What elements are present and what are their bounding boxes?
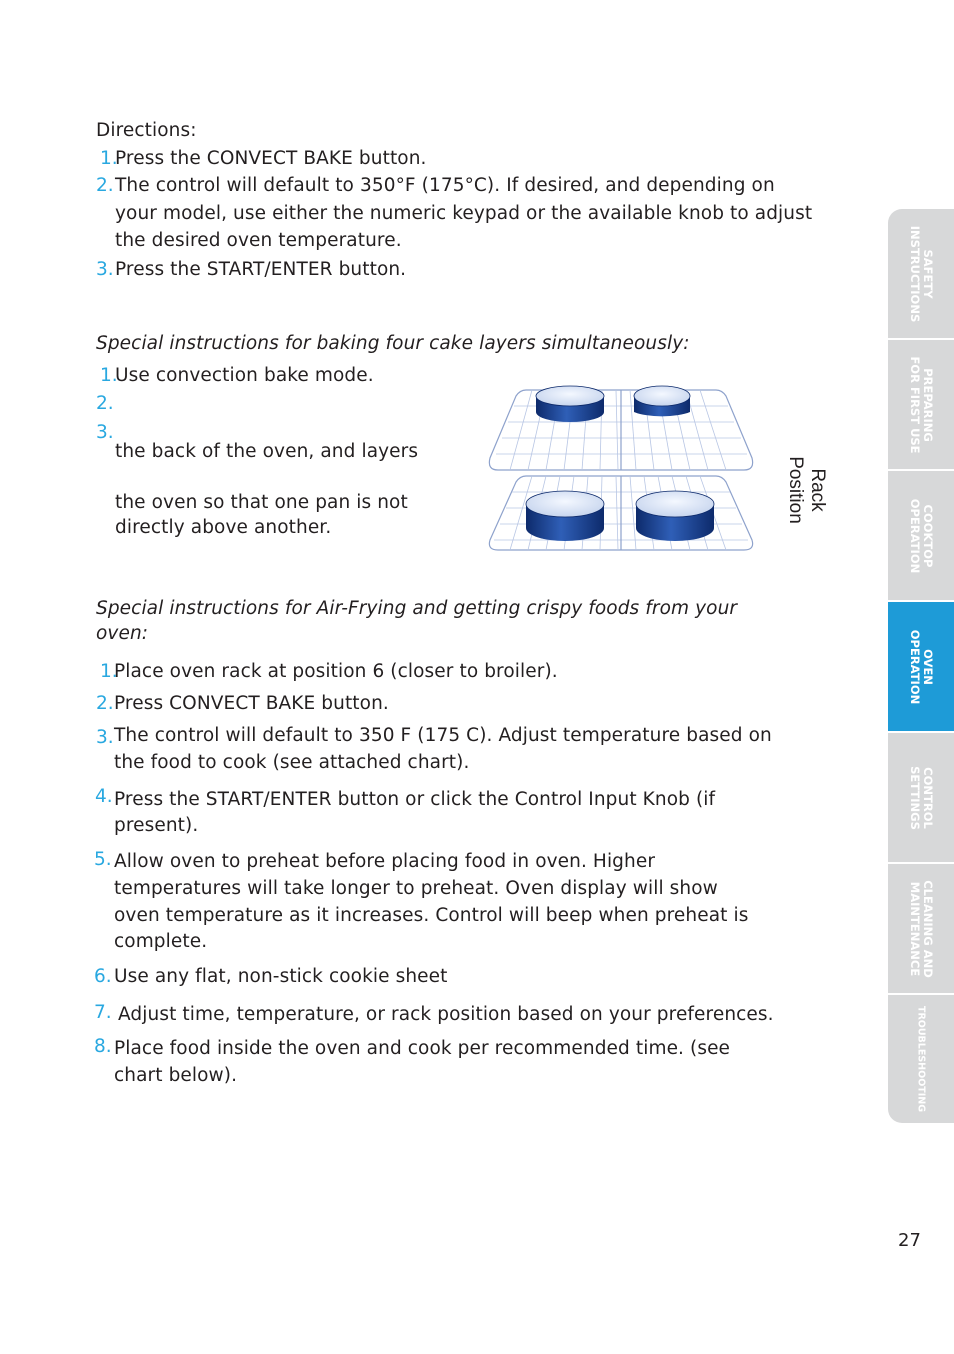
- tab-label-line: CLEANING AND: [921, 879, 935, 978]
- cake-step-3-line-1: the back of the oven, and layers: [115, 441, 419, 462]
- airfry-step-5-line-3: oven temperature as it increases. Control will beep when preheat is: [114, 905, 749, 926]
- cake-instructions-heading: Special instructions for baking four cake layers simultaneously:: [96, 333, 690, 354]
- cake-pan-upper-left: [536, 386, 604, 422]
- airfry-step-6-text: Use any flat, non-stick cookie sheet: [114, 966, 448, 987]
- directions-step-2-number: 2.: [96, 175, 114, 196]
- airfry-step-1-number: 1.: [100, 661, 118, 682]
- airfry-step-4-number: 4.: [95, 786, 113, 807]
- rack-label-line-1: Rack: [807, 468, 828, 512]
- directions-step-2-line-3: the desired oven temperature.: [115, 230, 402, 251]
- tab-label-line: SAFETY: [921, 248, 935, 299]
- tab-label-line: OPERATION: [908, 629, 922, 704]
- airfry-step-3-line-2: the food to cook (see attached chart).: [114, 752, 470, 773]
- cake-pan-lower-left: [526, 491, 604, 541]
- airfry-step-4-line-2: present).: [114, 815, 199, 836]
- upper-rack: [489, 390, 752, 470]
- cake-step-3-line-3: directly above another.: [115, 517, 332, 538]
- airfry-step-8-line-2: chart below).: [114, 1065, 238, 1086]
- directions-heading: Directions:: [96, 120, 197, 141]
- tab-control-settings[interactable]: [888, 733, 954, 864]
- airfry-step-3-line-1: The control will default to 350 F (175 C). Adjust temperature based on: [114, 725, 772, 746]
- page-number: 27: [898, 1230, 921, 1251]
- airfry-step-2-number: 2.: [96, 693, 114, 714]
- tab-cleaning-and-maintenance[interactable]: [888, 864, 954, 995]
- airfry-step-5-number: 5.: [94, 849, 112, 870]
- tab-label-line: OPERATION: [908, 498, 922, 573]
- directions-step-1-number: 1.: [100, 148, 118, 169]
- tab-label-line: COOKTOP: [921, 504, 935, 567]
- airfry-step-8-number: 8.: [94, 1036, 112, 1057]
- directions-step-3-number: 3.: [96, 259, 114, 280]
- tab-safety-instructions[interactable]: [888, 209, 954, 340]
- airfry-step-5-line-4: complete.: [114, 931, 208, 952]
- tab-label-line: CONTROL: [921, 766, 935, 829]
- airfry-step-6-number: 6.: [94, 966, 112, 987]
- tab-label-line: SETTINGS: [908, 765, 922, 830]
- cake-pan-upper-right: [634, 386, 690, 416]
- tab-preparing-for-first-use[interactable]: [888, 340, 954, 471]
- airfry-step-7-number: 7.: [94, 1002, 112, 1023]
- oven-rack-illustration: [484, 378, 758, 554]
- rack-label-line-2: Position: [785, 456, 806, 524]
- directions-step-1-text: Press the CONVECT BAKE button.: [115, 148, 427, 169]
- rack-position-label: [764, 456, 848, 524]
- airfry-step-7-text: Adjust time, temperature, or rack position based on your preferences.: [118, 1004, 774, 1025]
- airfry-step-8-line-1: Place food inside the oven and cook per recommended time. (see: [114, 1038, 731, 1059]
- tab-label-line: PREPARING: [921, 367, 935, 442]
- cake-pan-lower-right: [636, 491, 714, 541]
- directions-step-2-line-1: The control will default to 350°F (175°C). If desired, and depending on: [115, 175, 775, 196]
- airfry-heading-line-2: oven:: [96, 623, 149, 644]
- tab-cooktop-operation[interactable]: [888, 471, 954, 602]
- cake-step-2-number: 2.: [96, 393, 114, 414]
- cake-step-1-text: Use convection bake mode.: [115, 365, 374, 386]
- airfry-heading-line-1: Special instructions for Air-Frying and getting crispy foods from your: [96, 598, 738, 619]
- cake-step-1-number: 1.: [100, 365, 118, 386]
- airfry-step-5-line-1: Allow oven to preheat before placing food in oven. Higher: [114, 851, 656, 872]
- airfry-step-2-text: Press CONVECT BAKE button.: [114, 693, 389, 714]
- directions-step-3-text: Press the START/ENTER button.: [115, 259, 407, 280]
- section-tabs: [888, 209, 954, 1123]
- tab-oven-operation[interactable]: [888, 602, 954, 733]
- tab-label-line: OVEN: [921, 648, 935, 685]
- tab-label-line: MAINTENANCE: [908, 881, 922, 976]
- tab-label-line: INSTRUCTIONS: [908, 225, 922, 322]
- tab-troubleshooting[interactable]: [888, 995, 954, 1123]
- tab-label-line: TROUBLESHOOTING: [915, 1005, 927, 1113]
- airfry-step-5-line-2: temperatures will take longer to preheat. Oven display will show: [114, 878, 718, 899]
- airfry-step-3-number: 3.: [96, 727, 114, 748]
- cake-step-3-line-2: the oven so that one pan is not: [115, 492, 408, 513]
- tab-label-line: FOR FIRST USE: [908, 355, 922, 454]
- airfry-step-1-text: Place oven rack at position 6 (closer to broiler).: [114, 661, 558, 682]
- directions-step-2-line-2: your model, use either the numeric keypad or the available knob to adjust: [115, 203, 813, 224]
- cake-step-3-number: 3.: [96, 422, 114, 443]
- airfry-step-4-line-1: Press the START/ENTER button or click the Control Input Knob (if: [114, 789, 716, 810]
